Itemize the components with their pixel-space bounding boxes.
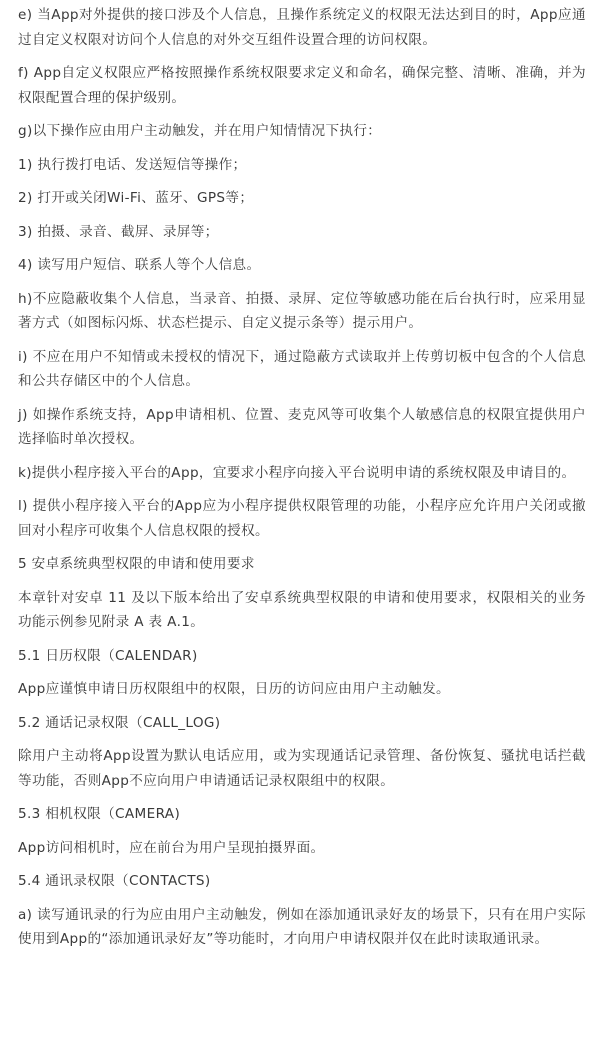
section-5-3-body: App访问相机时，应在前台为用户呈现拍摄界面。 xyxy=(18,839,325,856)
section-5-4-item-a: a) 读写通讯录的行为应由用户主动触发，例如在添加通讯录好友的场景下，只有在用户实际使用到App的“添加通讯录好友”等功能时，才向用户申请权限并仅在此时读取通讯录。 xyxy=(18,906,586,947)
section-5-intro: 本章针对安卓 11 及以下版本给出了安卓系统典型权限的申请和使用要求，权限相关的业务功能示例参见附录 A 表 A.1。 xyxy=(18,589,586,630)
paragraph-f: f) App自定义权限应严格按照操作系统权限要求定义和命名，确保完整、清晰、准确，并为权限配置合理的保护级别。 xyxy=(18,65,586,106)
paragraph-j: j) 如操作系统支持，App申请相机、位置、麦克风等可收集个人敏感信息的权限宜提供用户选择临时单次授权。 xyxy=(18,406,586,447)
section-5-1-body: App应谨慎申请日历权限组中的权限，日历的访问应由用户主动触发。 xyxy=(18,681,450,697)
section-5-2-body: 除用户主动将App设置为默认电话应用，或为实现通话记录管理、备份恢复、骚扰电话拦截等功能，否则App不应向用户申请通话记录权限组中的权限。 xyxy=(18,748,586,789)
list-item-1: 1) 执行拨打电话、发送短信等操作； xyxy=(18,156,247,173)
paragraph-h: h)不应隐蔽收集个人信息，当录音、拍摄、录屏、定位等敏感功能在后台执行时，应采用显著方式（如图标闪烁、状态栏提示、自定义提示条等）提示用户。 xyxy=(18,290,586,331)
list-item-4: 4) 读写用户短信、联系人等个人信息。 xyxy=(18,257,261,273)
paragraph-k: k)提供小程序接入平台的App，宜要求小程序向接入平台说明申请的系统权限及申请目的。 xyxy=(18,464,576,481)
section-heading-5-2: 5.2 通话记录权限（CALL_LOG) xyxy=(18,714,221,731)
section-heading-5-4: 5.4 通讯录权限（CONTACTS) xyxy=(18,873,211,889)
section-heading-5-3: 5.3 相机权限（CAMERA) xyxy=(18,806,181,822)
paragraph-i: i) 不应在用户不知情或未授权的情况下，通过隐蔽方式读取并上传剪切板中包含的个人信息和公共存储区中的个人信息。 xyxy=(18,348,586,389)
paragraph-e: e) 当App对外提供的接口涉及个人信息，且操作系统定义的权限无法达到目的时，App应通过自定义权限对访问个人信息的对外交互组件设置合理的访问权限。 xyxy=(18,7,586,48)
section-heading-5-1: 5.1 日历权限（CALENDAR) xyxy=(18,647,198,664)
paragraph-l: l) 提供小程序接入平台的App应为小程序提供权限管理的功能，小程序应允许用户关闭或撤回对小程序可收集个人信息权限的授权。 xyxy=(18,498,586,539)
list-item-3: 3) 拍摄、录音、截屏、录屏等； xyxy=(18,223,219,240)
list-item-2: 2) 打开或关闭Wi-Fi、蓝牙、GPS等； xyxy=(18,190,254,206)
paragraph-g: g)以下操作应由用户主动触发，并在用户知情情况下执行： xyxy=(18,123,382,139)
section-heading-5: 5 安卓系统典型权限的申请和使用要求 xyxy=(18,556,255,572)
